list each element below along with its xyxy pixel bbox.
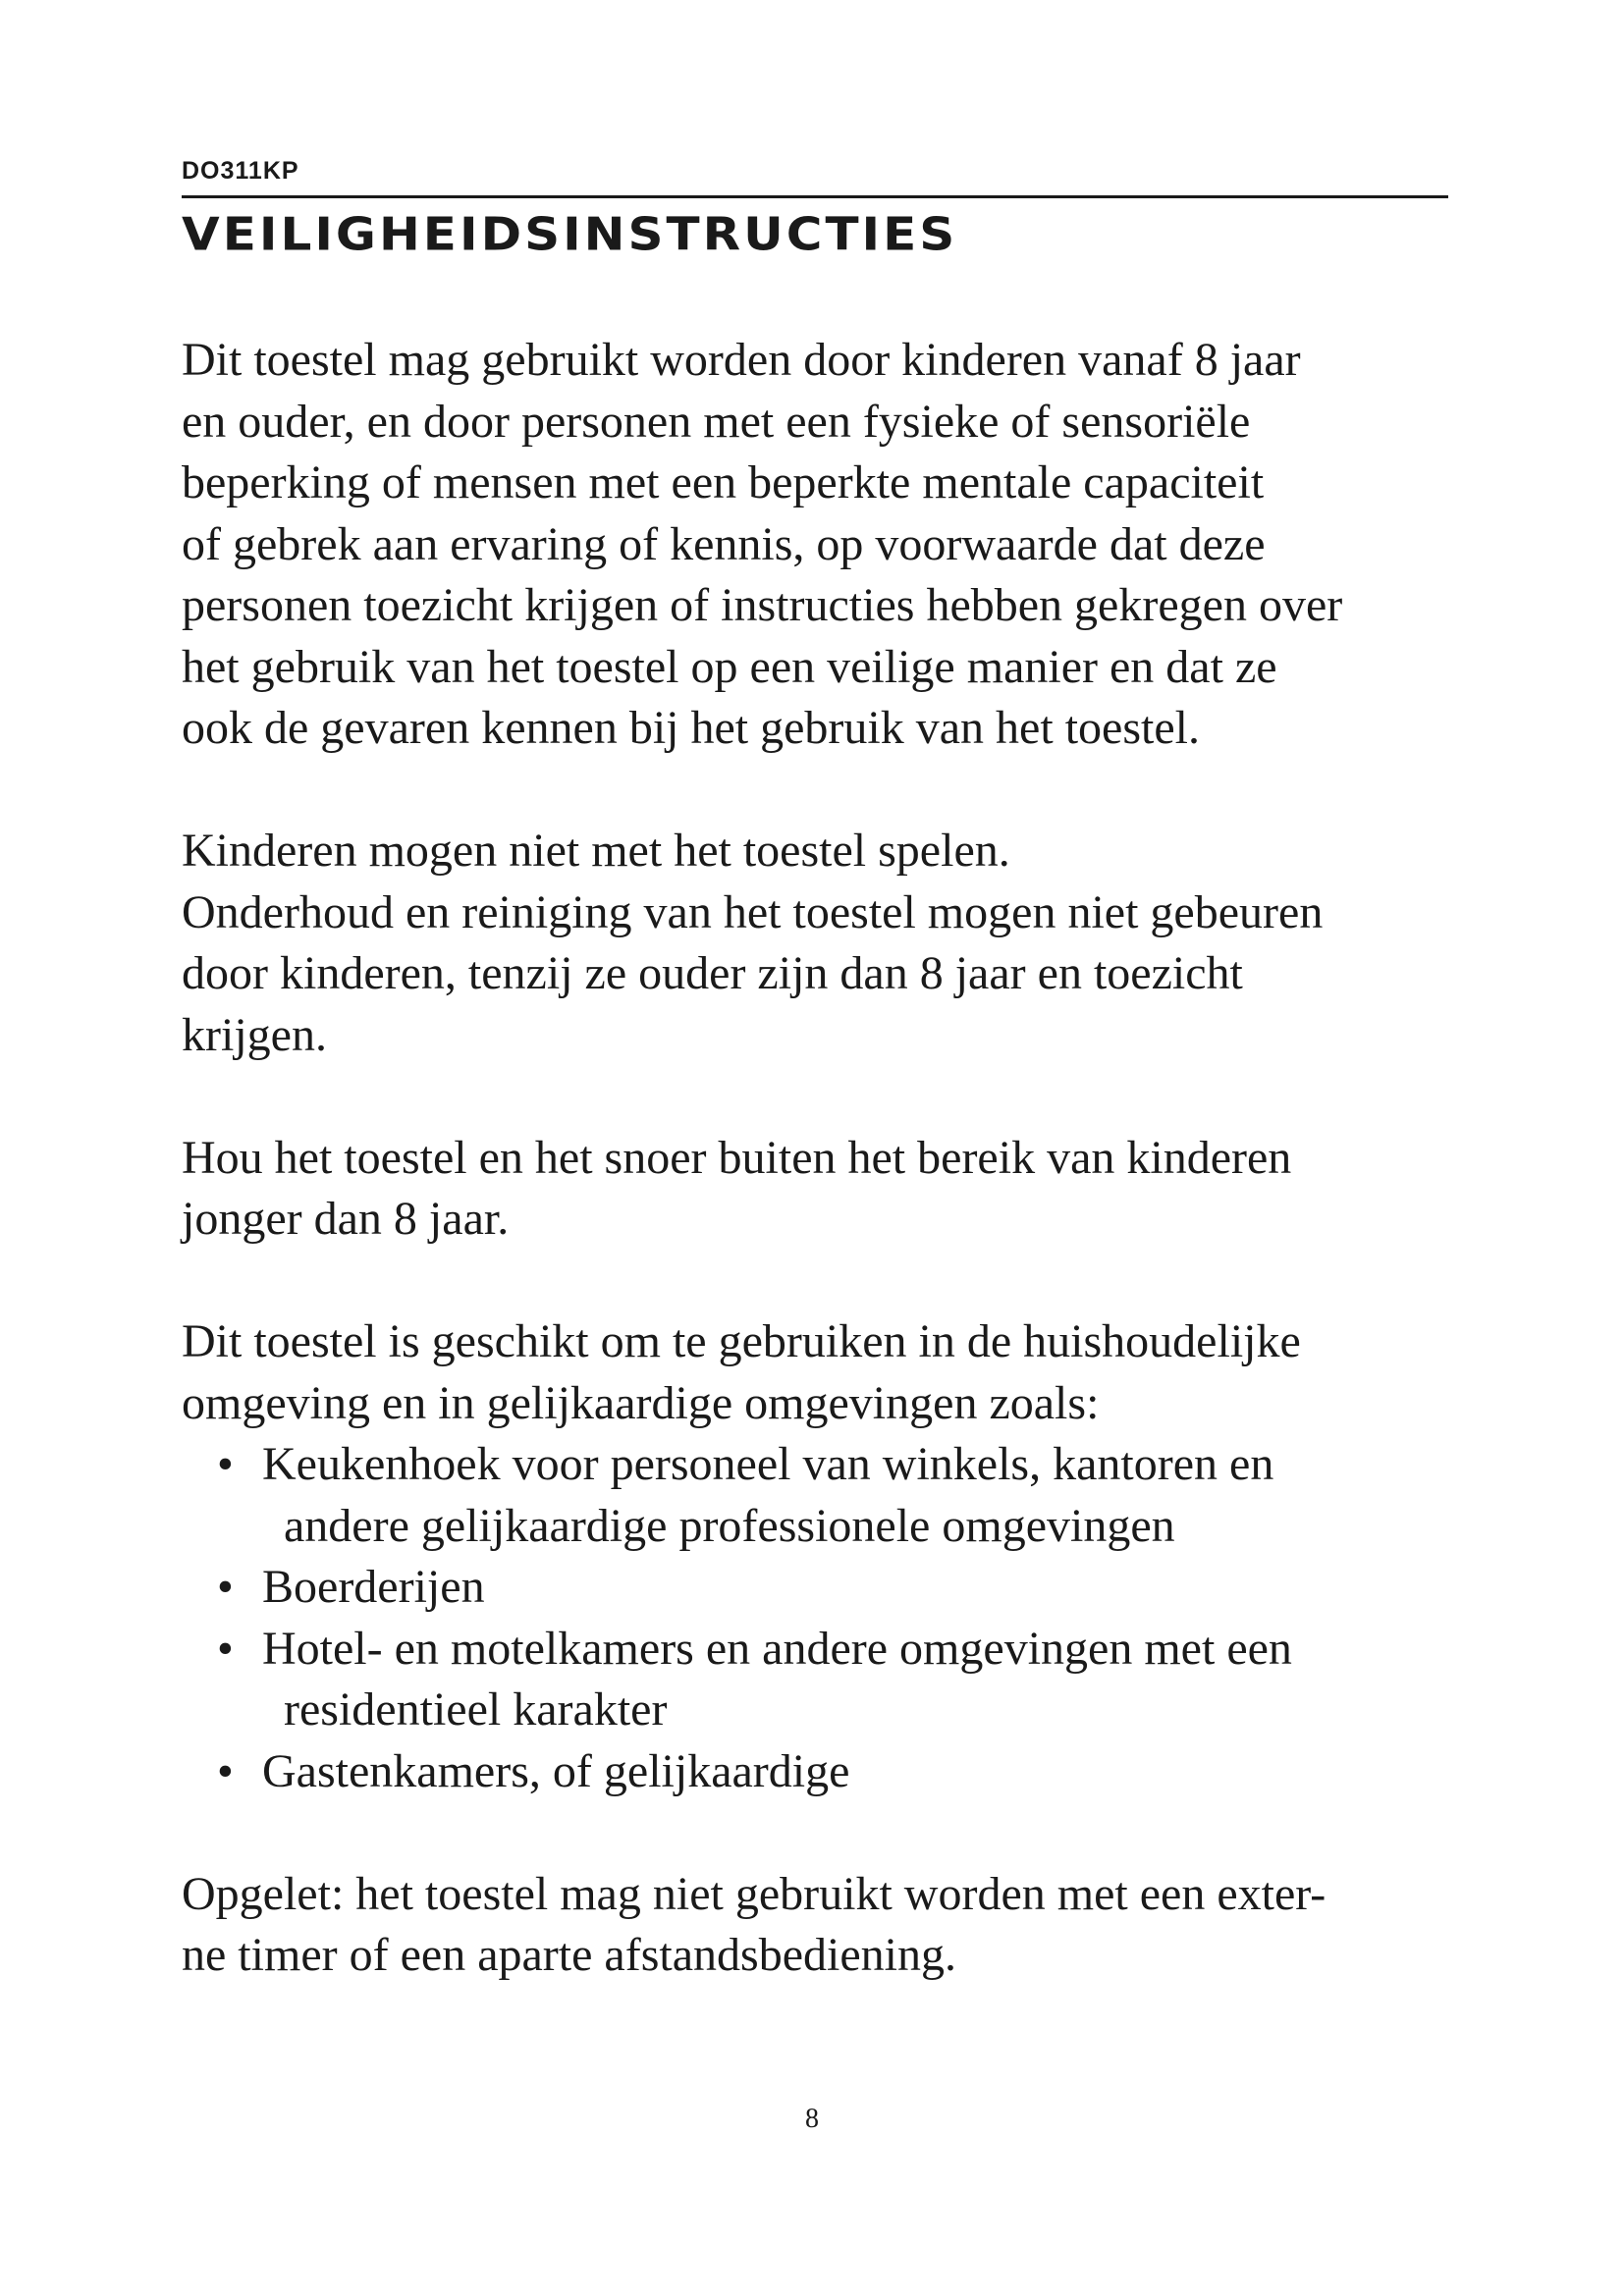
paragraph-spacer: [182, 1251, 1458, 1312]
list-item-text-continued: residentieel karakter: [284, 1683, 668, 1735]
list-item: [182, 1619, 1458, 1741]
paragraph-spacer: [182, 760, 1458, 822]
list-item-text-continued: andere gelijkaardige professionele omgevingen: [284, 1499, 1175, 1552]
list-item: [182, 1741, 1458, 1803]
text-line: of gebrek aan ervaring of kennis, op voorwaarde dat deze: [182, 517, 1266, 570]
text-line: jonger dan 8 jaar.: [182, 1193, 510, 1245]
model-code: DO311KP: [182, 157, 299, 185]
paragraph-spacer: [182, 1802, 1458, 1864]
text-line: personen toezicht krijgen of instructies hebben gekregen over: [182, 579, 1343, 631]
text-line: Dit toestel is geschikt om te gebruiken in de huishoudelijke: [182, 1315, 1301, 1367]
text-line: ook de gevaren kennen bij het gebruik van het toestel.: [182, 702, 1200, 754]
text-line: Dit toestel mag gebruikt worden door kinderen vanaf 8 jaar: [182, 334, 1301, 386]
text-line: krijgen.: [182, 1008, 327, 1061]
paragraph-warning: [182, 1864, 1458, 1987]
text-line: Onderhoud en reiniging van het toestel mogen niet gebeuren: [182, 885, 1324, 938]
text-line: ne timer of een aparte afstandsbediening.: [182, 1929, 956, 1981]
list-item-text: Hotel- en motelkamers en andere omgevingen met een: [262, 1622, 1292, 1675]
paragraph-environments: [182, 1311, 1458, 1434]
paragraph-spacer: [182, 1066, 1458, 1128]
list-item: [182, 1557, 1458, 1619]
bullet-icon: •: [217, 1622, 234, 1675]
header-rule: [182, 195, 1448, 198]
body-text: [182, 330, 1458, 1987]
text-line: beperking of mensen met een beperkte mentale capaciteit: [182, 456, 1265, 508]
text-line: Kinderen mogen niet met het toestel spelen.: [182, 825, 1010, 877]
bullet-icon: •: [217, 1438, 234, 1490]
text-line: het gebruik van het toestel op een veilige manier en dat ze: [182, 640, 1277, 693]
text-line: Hou het toestel en het snoer buiten het bereik van kinderen: [182, 1131, 1292, 1184]
environments-list: [182, 1434, 1458, 1802]
list-item-text: Gastenkamers, of gelijkaardige: [262, 1744, 850, 1797]
section-title: VEILIGHEIDSINSTRUCTIES: [182, 208, 958, 261]
paragraph-children: [182, 821, 1458, 1066]
page-number: 8: [805, 2104, 819, 2134]
bullet-icon: •: [217, 1744, 234, 1797]
list-item: [182, 1434, 1458, 1557]
text-line: omgeving en in gelijkaardige omgevingen zoals:: [182, 1376, 1100, 1429]
list-item-text: Keukenhoek voor personeel van winkels, kantoren en: [262, 1438, 1274, 1490]
paragraph-reach: [182, 1128, 1458, 1251]
bullet-icon: •: [217, 1561, 234, 1613]
text-line: en ouder, en door personen met een fysieke of sensoriële: [182, 395, 1251, 448]
paragraph-usage-conditions: [182, 330, 1458, 760]
list-item-text: Boerderijen: [262, 1561, 485, 1613]
text-line: Opgelet: het toestel mag niet gebruikt worden met een exter-: [182, 1867, 1326, 1920]
text-line: door kinderen, tenzij ze ouder zijn dan 8 jaar en toezicht: [182, 947, 1243, 999]
